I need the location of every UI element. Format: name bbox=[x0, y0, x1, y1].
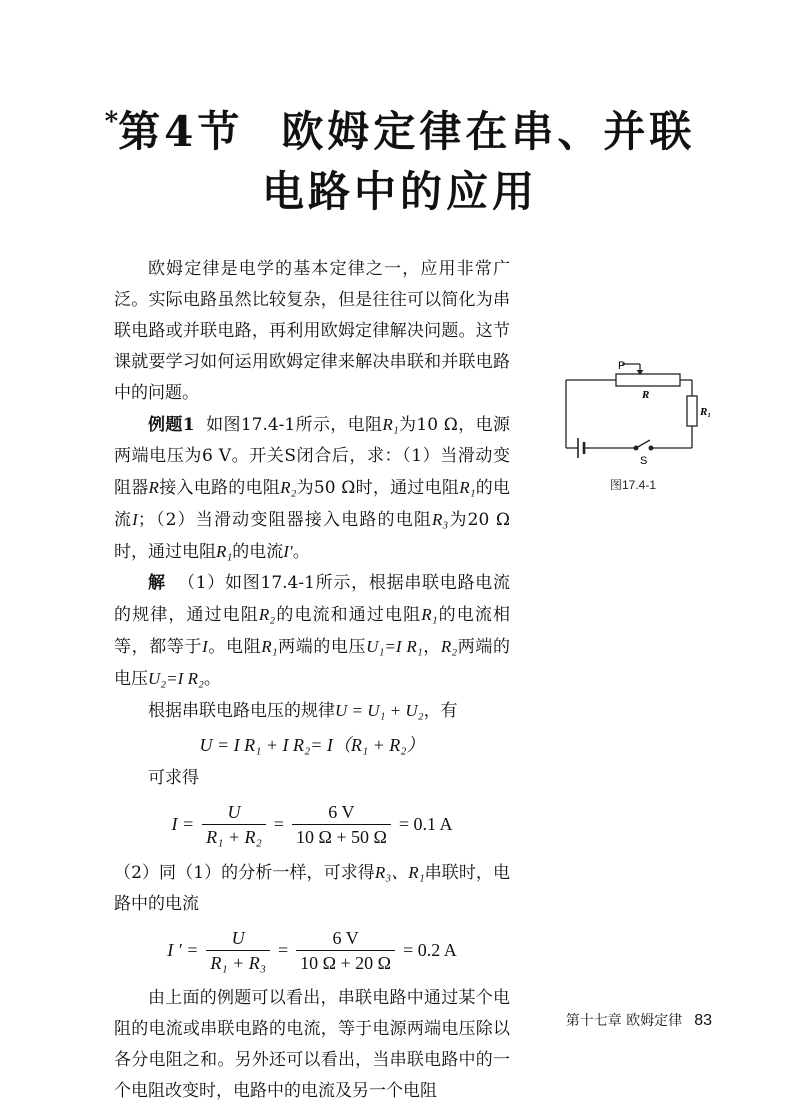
denominator: R₁ + R₃ bbox=[206, 950, 270, 975]
circuit-diagram bbox=[556, 360, 726, 470]
equation-u1: U₁=I R₁ bbox=[366, 637, 423, 656]
intro-paragraph: 欧姆定律是电学的基本定律之一，应用非常广泛。实际电路虽然比较复杂，但是往往可以简化为串联电路或并联电路，再利用欧姆定律解决问题。这节课就要学习如何运用欧姆定律来解决串联和并联电路中的问题。 bbox=[114, 259, 510, 403]
law-text: ，有 bbox=[423, 701, 458, 721]
equation-current-2 bbox=[114, 926, 510, 975]
example-text: 为10 Ω，电源两端电压为6 V。开关S闭合后，求：（1）当滑动变阻器 bbox=[114, 415, 510, 498]
resistor-r1 bbox=[687, 396, 697, 426]
eq3-fraction-2 bbox=[296, 926, 395, 975]
symbol-r1: R₁ bbox=[261, 637, 278, 656]
example-text: ；（2）当滑动变阻器接入电路的电阻 bbox=[137, 510, 433, 530]
symbol-i: I bbox=[202, 637, 208, 656]
symbol-r1: R₁ bbox=[382, 415, 399, 434]
solution-label: 解 bbox=[148, 573, 166, 593]
solution-text: （1）如图17.4-1所示，根据串联电路电流的规律，通过电阻 bbox=[114, 573, 510, 625]
example-text: 如图17.4-1所示，电阻 bbox=[206, 415, 383, 435]
circuit-svg bbox=[556, 360, 726, 470]
symbol-r2: R₂ bbox=[258, 605, 276, 624]
label-r1: R₁ bbox=[700, 406, 712, 418]
symbol-r2: R₂ bbox=[440, 637, 458, 656]
symbol-r: R bbox=[148, 478, 159, 497]
equation-sum-voltage: U = U₁ + U₂ bbox=[335, 701, 424, 720]
symbol-r1: R₁ bbox=[459, 478, 476, 497]
eq1-lhs: I = bbox=[171, 814, 195, 834]
page-number: 83 bbox=[694, 1012, 712, 1029]
symbol-r2: R₂ bbox=[280, 478, 297, 497]
symbol-r3: R₃ bbox=[432, 510, 449, 529]
example-text: 。 bbox=[292, 542, 310, 562]
eq1-result: = 0.1 A bbox=[398, 814, 453, 834]
equation-voltage-sum: U = I R₁ + I R₂= I（R₁ + R₂） bbox=[199, 735, 425, 755]
chapter-title: 第十七章 欧姆定律 bbox=[565, 1013, 683, 1029]
numerator: 6 V bbox=[328, 802, 355, 822]
eq3-fraction-1 bbox=[206, 926, 270, 975]
example-paragraph bbox=[114, 409, 510, 568]
title-line-1 bbox=[0, 92, 800, 162]
label-r: R bbox=[642, 389, 650, 401]
law-text: 根据串联电路电压的规律 bbox=[148, 701, 335, 721]
example-text: 为50 Ω时，通过电阻 bbox=[296, 478, 460, 498]
conclusion-paragraph: 由上面的例题可以看出，串联电路中通过某个电阻的电流或串联电路的电流，等于电源两端电压除以各分电阻之和。另外还可以看出，当串联电路中的一个电阻改变时，电路中的电流及另一个电阻 bbox=[114, 988, 510, 1101]
eq1-fraction-2 bbox=[292, 800, 391, 849]
page-footer bbox=[566, 1010, 712, 1030]
figure-caption: 图17.4-1 bbox=[610, 478, 657, 492]
denominator: R₁ + R₂ bbox=[202, 824, 266, 849]
equation-u2: U₂=I R₂ bbox=[148, 669, 204, 688]
symbol-r3-r1: R₃、R₁ bbox=[374, 863, 425, 882]
main-text bbox=[114, 254, 510, 1107]
eq3-result: = 0.2 A bbox=[403, 940, 457, 960]
solution-text: 的电流和通过电阻 bbox=[275, 605, 422, 625]
equation-current-1 bbox=[114, 800, 510, 849]
label-s: S bbox=[640, 455, 648, 467]
page-title bbox=[0, 92, 800, 222]
law-paragraph bbox=[114, 695, 510, 727]
part2-paragraph bbox=[114, 857, 510, 920]
title-line-2: 电路中的应用 bbox=[261, 167, 538, 216]
solution-text: 。电阻 bbox=[207, 637, 262, 657]
solution-paragraph: 解 （1）如图17.4-1所示，根据串联电路电流的规律，通过电阻R₂的电流和通过电阻R₁的电流相等，都等于I。电阻R₁两端的电压U₁=I R₁，R₂两端的电压U₂=I R₂。 bbox=[114, 573, 511, 689]
example-text: 的电流 bbox=[232, 542, 284, 562]
symbol-r1: R₁ bbox=[216, 542, 233, 561]
section-number: 第4节 bbox=[118, 107, 244, 156]
solution-text: 。 bbox=[203, 669, 221, 689]
solution-text: 两端的电压 bbox=[277, 637, 367, 657]
part2-text: （2）同（1）的分析一样，可求得 bbox=[114, 863, 375, 883]
eq3-lhs: I ′ = bbox=[167, 940, 199, 960]
switch-blade bbox=[636, 440, 650, 448]
example-text: 为20 Ω时，通过电阻 bbox=[114, 510, 510, 562]
example-label: 例题1 bbox=[148, 415, 195, 435]
optional-star: * bbox=[104, 107, 119, 137]
example-text: 的电流 bbox=[114, 478, 511, 530]
numerator: 6 V bbox=[332, 928, 359, 948]
numerator: U bbox=[227, 802, 241, 822]
symbol-r1: R₁ bbox=[421, 605, 438, 624]
equals-sign: = bbox=[273, 814, 284, 834]
symbol-i-prime: I′ bbox=[283, 542, 293, 561]
denominator: 10 Ω + 20 Ω bbox=[296, 950, 395, 975]
label-p: P bbox=[618, 360, 626, 372]
symbol-i: I bbox=[132, 510, 138, 529]
eq1-fraction-1 bbox=[202, 800, 266, 849]
rheostat-body bbox=[616, 374, 680, 386]
solution-text: 的电流相等，都等于 bbox=[114, 605, 511, 657]
solution-text: 两端的电压 bbox=[114, 637, 511, 689]
derive-text: 可求得 bbox=[148, 768, 199, 788]
title-text-1: 欧姆定律在串、并联 bbox=[281, 107, 696, 156]
denominator: 10 Ω + 50 Ω bbox=[292, 824, 391, 849]
equals-sign: = bbox=[278, 940, 289, 960]
numerator: U bbox=[231, 928, 245, 948]
part2-text: 串联时，电路中的电流 bbox=[114, 863, 510, 914]
example-text: 接入电路的电阻 bbox=[158, 478, 281, 498]
